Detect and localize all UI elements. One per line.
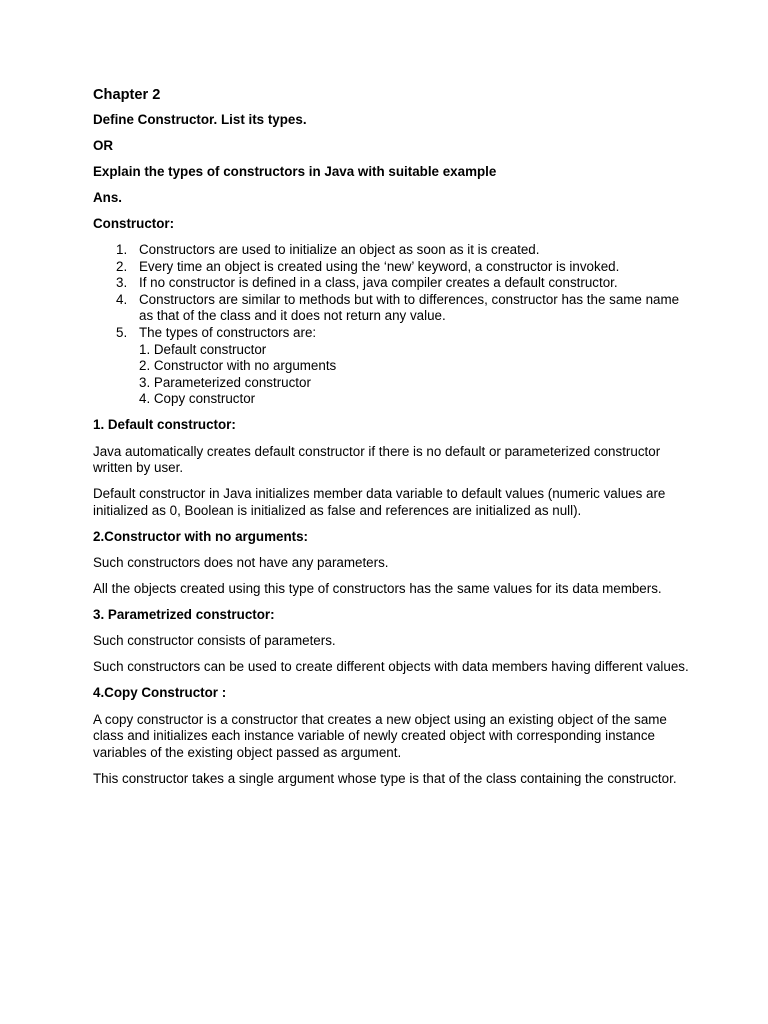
constructor-points-list [93,242,693,408]
list-item [93,242,693,259]
type-item: 3. Parameterized constructor [139,374,311,390]
list-item-text: Constructors are similar to methods but with to differences, constructor has the same name as that of the class and it does not return any value. [139,291,680,324]
chapter-title: Chapter 2 [93,87,161,103]
answer-label: Ans. [93,190,123,206]
section-heading-no-args: 2.Constructor with no arguments: [93,528,309,544]
list-item [93,292,693,325]
list-item-number: 4. [116,291,128,307]
list-item-text: Constructors are used to initialize an object as soon as it is created. [139,241,540,257]
type-item: 4. Copy constructor [139,391,256,407]
list-item-number: 3. [116,275,128,291]
list-item-number: 1. [116,241,128,257]
or-separator: OR [93,138,114,154]
list-item [93,259,693,276]
type-item: 2. Constructor with no arguments [139,358,337,374]
list-item-number: 5. [116,324,128,340]
list-item-text: The types of constructors are: [139,324,317,340]
section-heading-default: 1. Default constructor: [93,417,236,433]
list-item-text: Every time an object is created using the ‘new’ keyword, a constructor is invoked. [139,258,620,274]
section-paragraph: Java automatically creates default constructor if there is no default or parameterized constructor written by user. [93,443,661,476]
constructor-types-list [139,342,693,408]
section-paragraph: A copy constructor is a constructor that creates a new object using an existing object of the same class and initializes each instance variable of newly created object with corresponding instance variables of the existing object passed as argument. [93,711,667,760]
section-paragraph: This constructor takes a single argument whose type is that of the class containing the constructor. [93,770,677,786]
list-item [93,275,693,292]
list-item-text: If no constructor is defined in a class, java compiler creates a default constructor. [139,275,618,291]
list-item [93,325,693,408]
section-heading-copy: 4.Copy Constructor : [93,685,227,701]
type-item: 1. Default constructor [139,341,267,357]
section-paragraph: Such constructors can be used to create different objects with data members having different values. [93,659,689,675]
document-page [93,86,693,797]
section-heading-parametrized: 3. Parametrized constructor: [93,607,275,623]
section-paragraph: All the objects created using this type of constructors has the same values for its data members. [93,581,662,597]
question-alt-heading: Explain the types of constructors in Java with suitable example [93,164,497,180]
section-paragraph: Such constructors does not have any parameters. [93,554,389,570]
question-heading: Define Constructor. List its types. [93,112,307,127]
constructor-heading: Constructor: [93,216,175,232]
section-paragraph: Default constructor in Java initializes member data variable to default values (numeric values are initialized as 0, Boolean is initialized as false and references are initialized as null). [93,486,666,518]
list-item-number: 2. [116,258,128,274]
section-paragraph: Such constructor consists of parameters. [93,633,336,649]
